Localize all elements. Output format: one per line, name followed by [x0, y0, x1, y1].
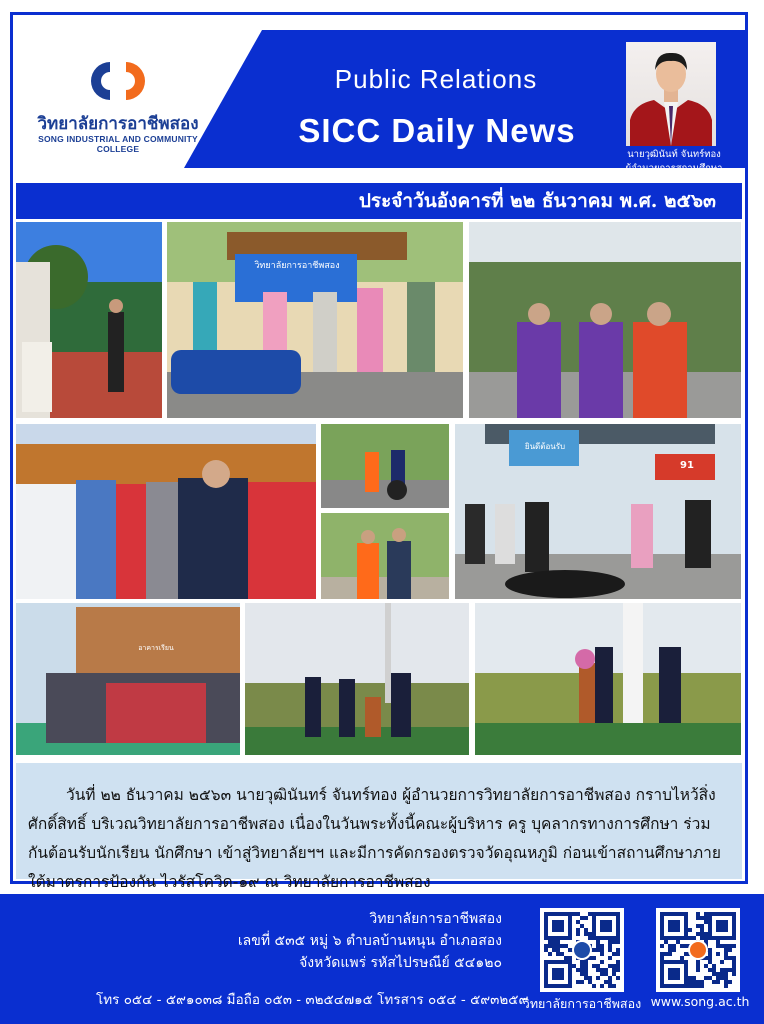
photo-flag-ceremony — [245, 603, 469, 755]
building-sign-text: อาคารเรียน — [138, 644, 174, 652]
checkpoint-number: 91 — [680, 460, 694, 471]
header — [16, 18, 742, 178]
website-url[interactable]: www.song.ac.th — [650, 994, 750, 1009]
photo-students-queue — [16, 603, 240, 755]
public-relations-title: Public Relations — [334, 64, 538, 94]
photo-gate-bikes — [321, 424, 449, 508]
photo-two-staff — [321, 513, 449, 599]
address-line-2: เลขที่ ๕๓๕ หมู่ ๖ ตำบลบ้านหนุน อำเภอสอง — [237, 933, 502, 949]
facebook-qr-code[interactable] — [540, 908, 624, 992]
facebook-qr-label: วิทยาลัยการอาชีพสอง — [522, 996, 642, 1011]
address-line-1: วิทยาลัยการอาชีพสอง — [369, 911, 502, 927]
footer — [0, 894, 764, 1024]
photo-welcome-table — [167, 222, 463, 418]
caption-text: วันที่ ๒๒ ธันวาคม ๒๕๖๓ นายวุฒินันทร์ จันทร์ทอง ผู้อำนวยการวิทยาลัยการอาชีพสอง กราบไหว้สิ่งศักดิ์สิทธิ์ บริเวณวิทยาลัยการอาชีพสอง เนื่องในวันพระทั้งนี้คณะผู้บริหาร ครู บุคลากรทางการศึกษา ร่วมกันต้อนรับนักเรียน นักศึกษา เข้าสู่วิทยาลัยฯฯ และมีการคัดกรองตรวจวัดอุณหภูมิ ก่อนเข้าสถานศึกษาภายใต้มาตรการป้องกัน ไวรัสโควิด-๑๙ ณ วิทยาลัยการอาชีพสอง — [28, 786, 721, 891]
photo-students-group — [16, 424, 316, 599]
photo-traffic-volunteers — [469, 222, 741, 418]
checkpoint-sign-text: ยินดีต้อนรับ — [524, 442, 566, 451]
college-logo — [16, 18, 216, 178]
photo-sign-text: วิทยาลัยการอาชีพสอง — [254, 261, 340, 271]
daily-news-title: SICC Daily News — [298, 112, 576, 149]
photo-shrine-prayer — [16, 222, 162, 418]
director-position: ผู้อำนวยการสถานศึกษา — [625, 163, 723, 174]
director-photo — [626, 42, 716, 146]
logo-name-en: SONG INDUSTRIAL AND COMMUNITY COLLEGE — [38, 134, 198, 154]
date-line: ประจำวันอังคารที่ ๒๒ ธันวาคม พ.ศ. ๒๕๖๓ — [16, 183, 742, 219]
director-caption — [606, 148, 742, 176]
newsletter-frame — [10, 12, 748, 891]
logo-name-th: วิทยาลัยการอาชีพสอง — [37, 114, 199, 134]
photo-podium-speech — [475, 603, 741, 755]
director-name: นายวุฒินันท์ จันทร์ทอง — [627, 149, 721, 160]
phone-numbers: โทร ๐๕๔ - ๕๙๑๐๓๘ มือถือ ๐๕๓ - ๓๒๕๔๗๑๕ โทรสาร ๐๕๔ - ๕๙๓๒๕๙ — [96, 992, 529, 1008]
photo-motorbike-checkpoint — [455, 424, 741, 599]
caption-box — [16, 763, 742, 891]
website-qr-code[interactable] — [656, 908, 740, 992]
college-address — [62, 908, 502, 974]
address-line-3: จังหวัดแพร่ รหัสไปรษณีย์ ๕๔๑๒๐ — [299, 955, 502, 971]
college-logo-icon — [80, 56, 156, 106]
